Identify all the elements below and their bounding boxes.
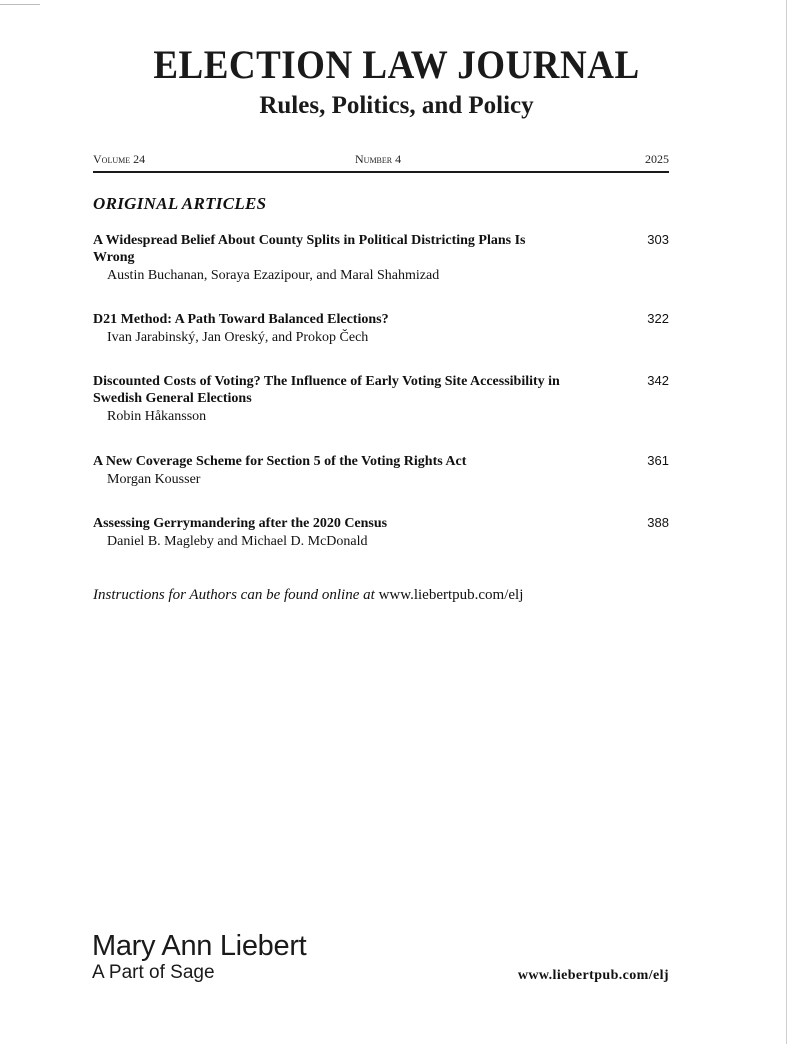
article-title: A Widespread Belief About County Splits in Political Districting Plans Is Wrong <box>93 233 526 265</box>
article-entry <box>93 311 669 347</box>
article-entry <box>93 232 669 285</box>
header-rule <box>93 171 669 173</box>
article-page: 303 <box>647 232 669 247</box>
journal-title: ELECTION LAW JOURNAL <box>153 43 640 88</box>
scan-edge-line <box>786 0 787 1044</box>
footer-url[interactable]: www.liebertpub.com/elj <box>517 968 669 983</box>
publisher-name: Mary Ann Liebert <box>92 930 307 962</box>
article-authors: Daniel B. Magleby and Michael D. McDonald <box>107 534 368 549</box>
article-authors: Robin Håkansson <box>107 409 207 424</box>
article-authors: Austin Buchanan, Soraya Ezazipour, and Maral Shahmizad <box>107 268 440 283</box>
article-title: Discounted Costs of Voting? The Influence of Early Voting Site Accessibility in Swedish General Elections <box>93 374 560 406</box>
article-title: A New Coverage Scheme for Section 5 of the Voting Rights Act <box>93 454 467 469</box>
instructions-link[interactable]: www.liebertpub.com/elj <box>378 587 524 603</box>
scan-edge-mark <box>0 4 40 5</box>
volume-label: Volume 24 <box>93 152 146 166</box>
number-label: Number 4 <box>355 152 402 166</box>
section-heading: ORIGINAL ARTICLES <box>93 194 267 213</box>
article-entry <box>93 515 669 551</box>
article-page: 322 <box>647 311 669 326</box>
instructions-text: Instructions for Authors can be found online at <box>93 587 375 603</box>
issue-info <box>93 152 669 168</box>
article-authors: Ivan Jarabinský, Jan Oreský, and Prokop Čech <box>107 330 369 345</box>
article-authors: Morgan Kousser <box>107 472 201 487</box>
article-title: D21 Method: A Path Toward Balanced Elections? <box>93 312 389 327</box>
journal-subtitle: Rules, Politics, and Policy <box>259 92 534 119</box>
article-page: 361 <box>647 453 669 468</box>
article-entry <box>93 453 669 489</box>
article-entry <box>93 373 669 426</box>
article-page: 342 <box>647 373 669 388</box>
publisher-tagline: A Part of Sage <box>92 962 215 983</box>
year-label: 2025 <box>645 152 669 166</box>
publisher-logo <box>92 930 306 984</box>
author-instructions <box>93 587 523 604</box>
article-page: 388 <box>647 515 669 530</box>
article-title: Assessing Gerrymandering after the 2020 Census <box>93 516 388 531</box>
